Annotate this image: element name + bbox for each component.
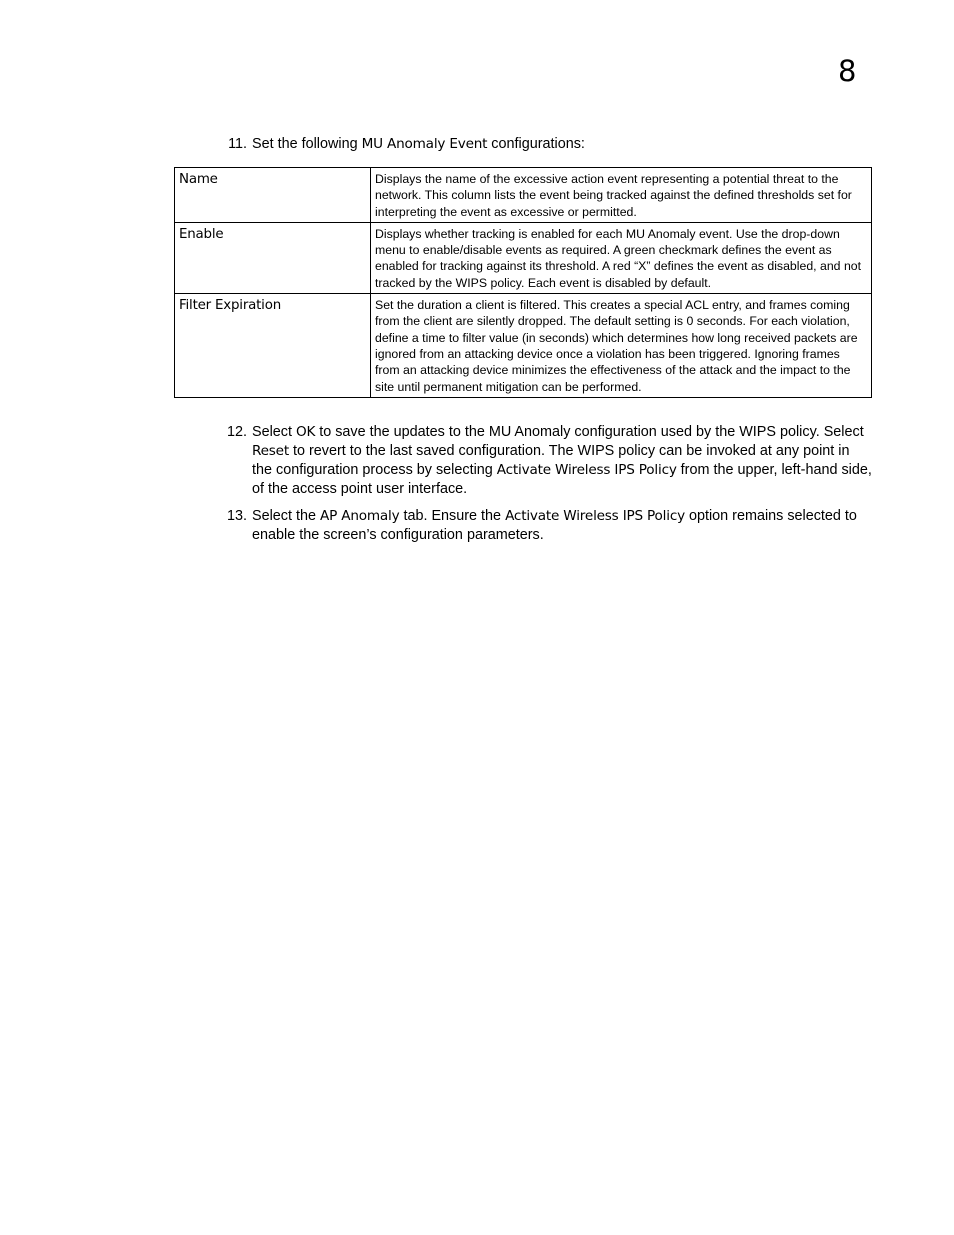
activate-wips-term: Activate Wireless IPS Policy [505, 508, 685, 524]
table-row [175, 294, 872, 398]
table-description: Displays the name of the excessive action event representing a potential threat to the network. This column lists the event being tracked against the defined thresholds set for interpreting the event as excessive or permitted. [371, 168, 872, 223]
step-text-segment: option remains selected to enable the screen’s configuration parameters. [252, 508, 857, 543]
step-text-segment: Set the following [252, 136, 362, 152]
table-description: Set the duration a client is filtered. This creates a special ACL entry, and frames coming from the client are silently dropped. The default setting is 0 seconds. For each violation, define a time to filter value (in seconds) which determines how long received packets are ignored from an attacking device once a violation has been triggered. Ignoring frames from an attacking device minimizes the effectiveness of the attack and the impact to the site until permanent mitigation can be performed. [371, 294, 872, 398]
step-text-segment: to revert to the last saved configuration. The WIPS policy can be invoked at any point in the configuration process by selecting [252, 443, 850, 478]
ui-term: MU Anomaly Event [361, 136, 488, 152]
table-term-filter-expiration: Filter Expiration [175, 294, 371, 398]
step-13 [223, 507, 873, 545]
step-number: 12. [226, 424, 247, 440]
reset-term: Reset [252, 443, 289, 459]
chapter-number: 8 [838, 54, 857, 88]
step-12 [223, 423, 873, 499]
step-text [252, 423, 873, 499]
step-11 [223, 135, 873, 154]
activate-wips-term: Activate Wireless IPS Policy [496, 462, 677, 478]
table-row [175, 168, 872, 223]
mu-anomaly-config-table [174, 167, 872, 398]
step-text-segment: Select [252, 424, 296, 440]
table-term-enable: Enable [175, 222, 371, 293]
table-description: Displays whether tracking is enabled for each MU Anomaly event. Use the drop-down menu to enable/disable events as required. A green checkmark defines the event as enabled for tracking against its threshold. A red “X” defines the event as disabled, and not tracked by the WIPS policy. Each event is disabled by default. [371, 222, 872, 293]
step-text-segment: tab. Ensure the [399, 508, 506, 524]
step-text-segment: Select the [252, 508, 320, 524]
table-term-name: Name [175, 168, 371, 223]
ap-anomaly-term: AP Anomaly [320, 508, 400, 524]
step-text-segment: to save the updates to the MU Anomaly configuration used by the WIPS policy. Select [315, 424, 864, 440]
step-number: 13. [226, 508, 247, 524]
step-text [252, 135, 873, 154]
ok-term: OK [296, 424, 316, 440]
step-text-segment: configurations: [487, 136, 585, 152]
step-number: 11. [228, 136, 247, 152]
step-text-segment: from the upper, left-hand side, of the access point user interface. [252, 462, 872, 497]
step-text [252, 507, 873, 545]
table-row [175, 222, 872, 293]
